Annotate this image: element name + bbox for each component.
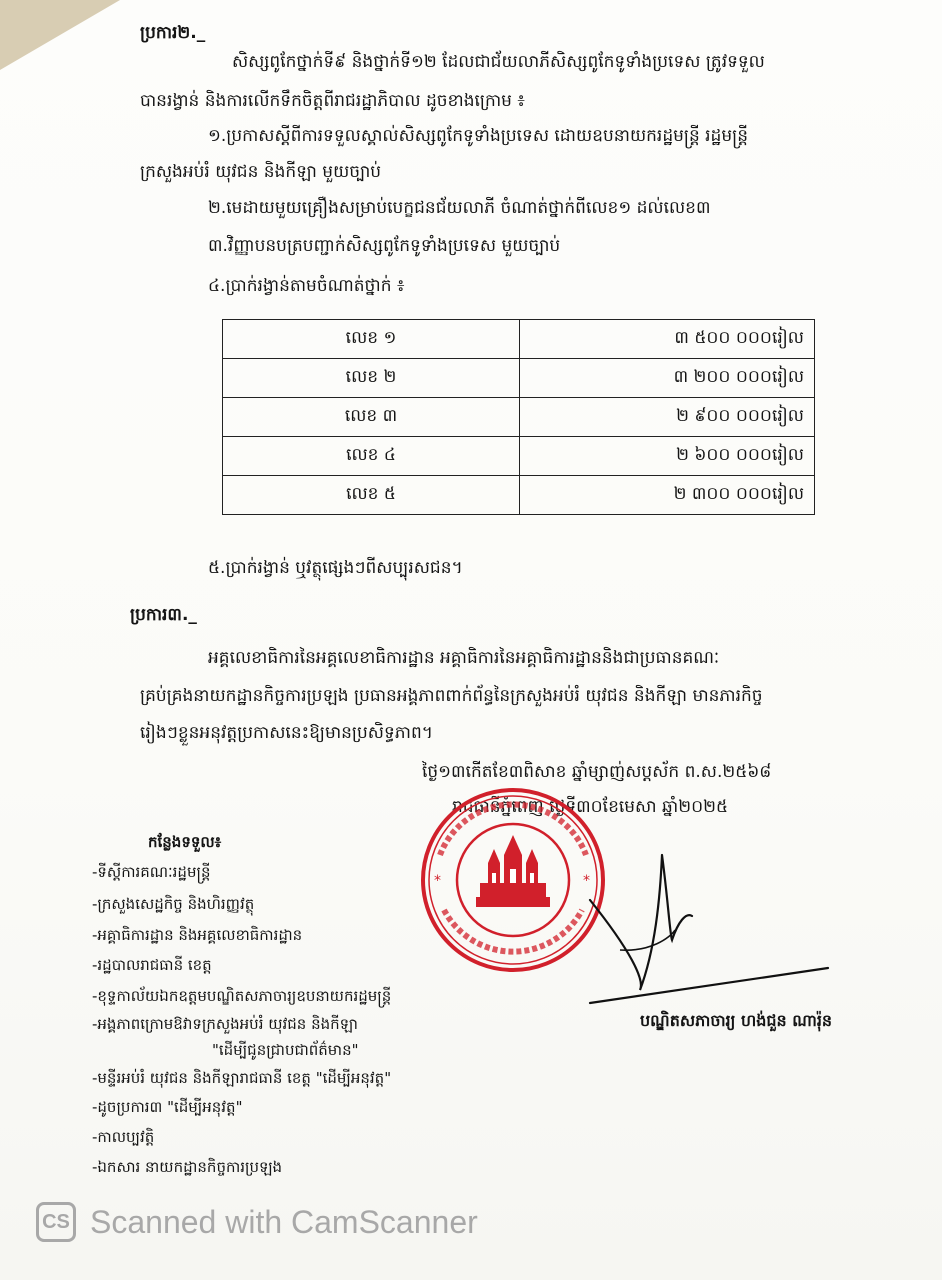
receiver-item: -ខុទ្ទកាល័យឯកឧត្តមបណ្ឌិតសភាចារ្យឧបនាយករដ្ឋមន្ត្រី	[92, 987, 392, 1005]
article-2-item-1-cont: ក្រសួងអប់រំ យុវជន និងកីឡា មួយច្បាប់	[140, 162, 382, 182]
reward-amount: ២ ៣០០ ០០០រៀល	[520, 476, 815, 515]
article-2-intro-line-1: សិស្សពូកែថ្នាក់ទី៩ និងថ្នាក់ទី១២ ដែលជាជ័យលាភីសិស្សពូកែទូទាំងប្រទេស ត្រូវទទួល	[232, 52, 765, 72]
svg-text:*: *	[583, 873, 590, 889]
reward-rank: លេខ ២	[223, 359, 520, 398]
receiver-item: -អគ្គាធិការដ្ឋាន និងអគ្គលេខាធិការដ្ឋាន	[92, 926, 303, 944]
receiver-item: -រដ្ឋបាលរាជធានី ខេត្ត	[92, 956, 212, 974]
article-3-heading: ប្រការ៣._	[130, 605, 197, 625]
receiver-item: -ក្រសួងសេដ្ឋកិច្ច និងហិរញ្ញវត្ថុ	[92, 895, 255, 913]
camscanner-text: Scanned with CamScanner	[90, 1203, 478, 1240]
receiver-item: -មន្ទីរអប់រំ យុវជន និងកីឡារាជធានី ខេត្ត "ដើម្បីអនុវត្ត"	[92, 1069, 392, 1087]
table-row	[223, 476, 815, 515]
page-corner-fold	[0, 0, 120, 70]
article-2-item-1: ១.ប្រកាសស្តីពីការទទួលស្គាល់សិស្សពូកែទូទាំងប្រទេស ដោយឧបនាយករដ្ឋមន្ត្រី រដ្ឋមន្ត្រី	[208, 126, 748, 146]
camscanner-logo-icon: CS	[36, 1202, 76, 1242]
signer-name: បណ្ឌិតសភាចារ្យ ហង់ជួន ណារ៉ុន	[640, 1011, 833, 1030]
reward-amount: ២ ៩០០ ០០០រៀល	[520, 398, 815, 437]
receiver-item-note: "ដើម្បីជូនជ្រាបជាព័ត៌មាន"	[212, 1041, 359, 1059]
reward-rank: លេខ ៥	[223, 476, 520, 515]
table-row	[223, 320, 815, 359]
article-2-item-5: ៥.ប្រាក់រង្វាន់ ឬវត្ថុផ្សេងៗពីសប្បុរសជន។	[208, 558, 463, 578]
article-2-item-4: ៤.ប្រាក់រង្វាន់តាមចំណាត់ថ្នាក់ ៖	[208, 276, 405, 296]
svg-text:*: *	[434, 873, 441, 889]
reward-amount: ៣ ២០០ ០០០រៀល	[520, 359, 815, 398]
table-row	[223, 398, 815, 437]
receiver-item: -ដូចប្រការ៣ "ដើម្បីអនុវត្ត"	[92, 1098, 243, 1116]
solar-date: រាជធានីភ្នំពេញ ថ្ងៃទី៣០ខែមេសា ឆ្នាំ២០២៥	[452, 797, 729, 817]
reward-table	[222, 319, 815, 515]
article-2-item-3: ៣.វិញ្ញាបនបត្របញ្ជាក់សិស្សពូកែទូទាំងប្រទេស មួយច្បាប់	[208, 236, 561, 256]
article-3-line-1: អគ្គលេខាធិការនៃអគ្គលេខាធិការដ្ឋាន អគ្គាធិការនៃអគ្គាធិការដ្ឋាននិងជាប្រធានគណៈ	[208, 648, 720, 668]
table-row	[223, 359, 815, 398]
article-2-heading: ប្រការ២._	[140, 23, 206, 43]
receiver-item: -ឯកសារ នាយកដ្ឋានកិច្ចការប្រឡង	[92, 1158, 283, 1176]
table-row	[223, 437, 815, 476]
article-3-line-2: គ្រប់គ្រងនាយកដ្ឋានកិច្ចការប្រឡង ប្រធានអង្គភាពពាក់ព័ន្ធនៃក្រសួងអប់រំ យុវជន និងកីឡា មានភារកិច្ច	[140, 686, 763, 706]
reward-rank: លេខ ៤	[223, 437, 520, 476]
reward-amount: ២ ៦០០ ០០០រៀល	[520, 437, 815, 476]
reward-rank: លេខ ៣	[223, 398, 520, 437]
receiver-item: -អង្គភាពក្រោមឱវាទក្រសួងអប់រំ យុវជន និងកីឡា	[92, 1015, 358, 1033]
camscanner-watermark	[36, 1202, 478, 1242]
handwritten-signature	[560, 840, 830, 1010]
article-3-line-3: រៀងៗខ្លួនអនុវត្តប្រកាសនេះឱ្យមានប្រសិទ្ធភាព។	[140, 723, 433, 743]
receiver-item: -កាលប្បវត្តិ	[92, 1128, 155, 1146]
article-2-item-2: ២.មេដាយមួយគ្រឿងសម្រាប់បេក្ខជនជ័យលាភី ចំណាត់ថ្នាក់ពីលេខ១ ដល់លេខ៣	[208, 198, 711, 218]
reward-amount: ៣ ៥០០ ០០០រៀល	[520, 320, 815, 359]
receiver-item: -ទីស្តីការគណៈរដ្ឋមន្ត្រី	[92, 863, 211, 881]
article-2-intro-line-2: បានរង្វាន់ និងការលើកទឹកចិត្តពីរាជរដ្ឋាភិបាល ដូចខាងក្រោម ៖	[140, 91, 525, 111]
reward-rank: លេខ ១	[223, 320, 520, 359]
lunar-date: ថ្ងៃ១៣កើតខែ៣ពិសាខ ឆ្នាំម្សាញ់សប្តស័ក ព.ស.២៥៦៨	[422, 762, 772, 782]
receivers-title: កន្លែងទទួល៖	[148, 833, 222, 851]
